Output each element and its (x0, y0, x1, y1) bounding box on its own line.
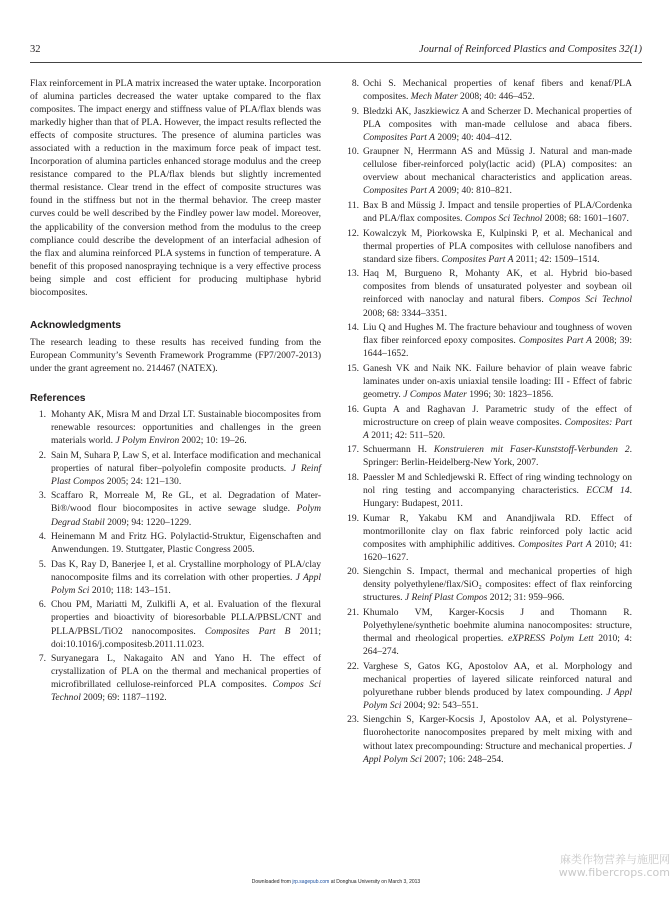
reference-item (30, 408, 321, 447)
reference-number: 1. (38, 409, 46, 421)
journal-title: Journal of Reinforced Plastics and Composites 32(1) (418, 44, 642, 55)
reference-source: eXPRESS Polym Lett (507, 633, 594, 645)
reference-text: Ochi S. Mechanical properties of kenaf fibers and kenaf/PLA composites. (363, 78, 632, 103)
reference-number: 11. (347, 200, 359, 212)
reference-text: Chou PM, Mariatti M, Zulkifli A, et al. Evaluation of the flexural properties and bioactivity of bioresorbable PLLA/PBSL/CNT and PLLA/PBSL/TiO2 nanocomposites. (51, 599, 321, 637)
reference-list-left (30, 408, 321, 704)
acknowledgments-heading: Acknowledgments (30, 319, 121, 331)
right-column (342, 77, 632, 767)
reference-text: Das K, Ray D, Banerjee I, et al. Crystalline morphology of PLA/clay nanocomposite films and its correlation with other properties. (51, 558, 321, 583)
reference-details: 2002; 10: 19–26. (179, 435, 247, 447)
reference-text: Paessler M and Schledjewski R. Effect of ring winding technology on nol ring testing and accompanying characteristics. (363, 471, 632, 496)
reference-source: Composites Part A (363, 131, 435, 143)
reference-details: 2009; 69: 1187–1192. (80, 692, 167, 704)
acknowledgments-text: The research leading to these results has received funding from the European Community’s Seventh Framework Programme (FP7/2007-2013) under the grant agreement no. 214467 (NATEX). (30, 336, 321, 374)
reference-details: 2008; 40: 446–452. (457, 91, 535, 103)
reference-source: Composites Part A (518, 335, 593, 347)
reference-source: Konstruieren mit Faser-Kunststoff-Verbunden 2 (433, 444, 630, 456)
reference-item (342, 512, 632, 564)
reference-number: 20. (347, 566, 359, 578)
header-rule (30, 62, 642, 63)
reference-number: 6. (38, 599, 46, 611)
reference-text: Ganesh VK and Naik NK. Failure behavior of plain weave fabric laminates under on-axis uniaxial tensile loading: III - Effect of fabric geometry. (363, 362, 632, 400)
reference-source: J Appl Polym Sci (363, 740, 632, 765)
reference-text: Bledzki AK, Jaszkiewicz A and Scherzer D. Mechanical properties of PLA composites with man-made cellulose and abaca fibers. (363, 105, 632, 130)
reference-text: Varghese S, Gatos KG, Apostolov AA, et al. Morphology and mechanical properties of layered silicate reinforced natural and polyurethane rubber blends produced by latex compounding. (363, 660, 632, 698)
reference-text: Mohanty AK, Misra M and Drzal LT. Sustainable biocomposites from renewable resources: opportunities and challenges in the green materials world. (51, 409, 321, 447)
reference-number: 8. (351, 78, 359, 89)
reference-item (30, 449, 321, 488)
reference-item (342, 565, 632, 604)
download-footer (0, 879, 672, 885)
running-header (30, 44, 642, 60)
reference-source: J Appl Polym Sci (51, 571, 321, 596)
reference-source: J Appl Polym Sci (363, 686, 632, 711)
reference-source: Composites Part B (204, 625, 291, 637)
reference-text: Khumalo VM, Karger-Kocsis J and Thomann R. Polyethylene/synthetic boehmite alumina nanocomposites: structure, thermal and rheological properties. (363, 606, 632, 645)
reference-text: Graupner N, Herrmann AS and Müssig J. Natural and man-made cellulose fiber-reinforced poly(lactic acid) (PLA) composites: an overview about mechanical characteristics and application areas. (363, 146, 632, 184)
reference-source: Composites Part A (518, 538, 592, 550)
footer-link[interactable]: jrp.sagepub.com (292, 879, 330, 885)
reference-item (342, 77, 632, 103)
reference-source: Compos Sci Technol (548, 294, 633, 306)
reference-item (30, 530, 321, 556)
reference-details: 2010; 41: 1620–1627. (363, 538, 632, 563)
reference-number: 4. (38, 531, 46, 543)
reference-number: 15. (347, 362, 359, 374)
reference-source: Polym Degrad Stabil (51, 503, 321, 528)
reference-item (342, 321, 632, 360)
reference-text: Schuermann H. (363, 444, 434, 456)
reference-details: 2012; 31: 959–966. (487, 592, 565, 604)
reference-source: J Compos Mater (403, 388, 467, 400)
reference-details: 2008; 68: 3344–3351. (363, 307, 448, 319)
reference-item (342, 660, 632, 712)
reference-details: 2008; 39: 1644–1652. (363, 335, 632, 360)
reference-source: Composites: Part A (363, 416, 632, 441)
reference-number: 18. (347, 471, 359, 483)
reference-text: Heinemann M and Fritz HG. Polylactid-Struktur, Eigenschaften and Anwendungen. 19. Stuttgater, Plastic Congress 2005. (51, 531, 321, 556)
references-heading: References (30, 392, 86, 404)
reference-text: Kumar R, Yakabu KM and Anandjiwala RD. Effect of montmorillonite clay on flax fabric reinforced poly lactic acid composites with amphiphilic additives. (363, 512, 632, 550)
reference-text: Kowalczyk M, Piorkowska E, Kulpinski P, et al. Mechanical and thermal properties of PLA composites with cellulose nanofibers and standard size fibers. (363, 227, 632, 265)
reference-source: Compos Sci Technol (464, 213, 543, 225)
reference-text: Siengchin S. Impact, thermal and mechanical properties of high density polyethylene/flax/SiO₂ composites: effect of flax reinforcing structures. (363, 566, 632, 604)
reference-list-right (342, 77, 632, 766)
left-column (30, 77, 321, 706)
reference-details: 1996; 30: 1823–1856. (466, 388, 554, 400)
reference-number: 16. (347, 403, 359, 415)
reference-number: 3. (38, 490, 46, 502)
reference-item (342, 105, 632, 144)
reference-source: Mech Mater (410, 91, 458, 103)
watermark (500, 853, 670, 879)
reference-number: 23. (347, 714, 359, 726)
reference-text: Sain M, Suhara P, Law S, et al. Interface modification and mechanical properties of natural fiber–polyolefin composite products. (51, 449, 321, 474)
reference-text: Haq M, Burgueno R, Mohanty AK, et al. Hybrid bio-based composites from blends of unsaturated polyester and soybean oil reinforced with nanoclay and natural fibers. (363, 268, 632, 306)
reference-item (342, 713, 632, 765)
reference-details: 2008; 68: 1601–1607. (542, 213, 629, 225)
reference-details: . Springer: Berlin-Heidelberg-New York, 2007. (363, 444, 632, 469)
reference-number: 14. (347, 322, 359, 334)
reference-number: 2. (38, 449, 46, 461)
reference-source: Composites Part A (441, 253, 514, 265)
reference-source: J Polym Environ (115, 435, 180, 447)
footer-prefix: Downloaded from (251, 879, 293, 885)
reference-details: 2004; 92: 543–551. (401, 699, 479, 711)
reference-number: 9. (351, 105, 359, 117)
reference-item (30, 489, 321, 528)
reference-item (30, 598, 321, 650)
reference-details: 2005; 24: 121–130. (104, 475, 182, 487)
reference-item (342, 471, 632, 510)
reference-number: 12. (347, 227, 359, 239)
reference-number: 19. (347, 512, 359, 524)
reference-details: 2007; 106: 248–254. (421, 753, 504, 765)
reference-details: 2010; 118: 143–151. (89, 584, 171, 596)
reference-source: Compos Sci Technol (51, 679, 321, 704)
reference-number: 10. (347, 146, 359, 158)
reference-text: Siengchin S, Karger-Kocsis J, Apostolov AA, et al. Polystyrene–fluorohectorite nanocomposites prepared by melt mixing with and without latex precompounding: Structure and mechanical properties. (363, 714, 632, 752)
reference-text: Liu Q and Hughes M. The fracture behaviour and toughness of woven flax fiber reinforced epoxy composites. (363, 322, 632, 347)
reference-source: ECCM 14 (586, 484, 630, 496)
reference-number: 17. (347, 444, 359, 456)
reference-details: 2009; 40: 404–412. (434, 131, 512, 143)
reference-source: J Reinf Plast Compos (51, 462, 321, 487)
reference-source: Composites Part A (363, 185, 435, 197)
reference-details: 2011; 42: 1509–1514. (513, 253, 600, 265)
reference-number: 7. (38, 653, 46, 665)
reference-text: Bax B and Müssig J. Impact and tensile properties of PLA/Cordenka and PLA/flax composites. (363, 200, 632, 225)
reference-details: 2009; 40: 810–821. (434, 185, 512, 197)
reference-number: 21. (347, 606, 359, 618)
page-number: 32 (30, 44, 41, 55)
reference-text: Suryanegara L, Nakagaito AN and Yano H. The effect of crystallization of PLA on the thermal and mechanical properties of microfibrillated cellulose-reinforced PLA composites. (51, 653, 321, 691)
reference-item (342, 199, 632, 225)
reference-number: 13. (347, 268, 359, 280)
reference-details: 2009; 94: 1220–1229. (104, 516, 192, 528)
reference-item (342, 362, 632, 401)
reference-number: 22. (347, 660, 359, 672)
reference-item (342, 267, 632, 319)
reference-item (342, 443, 632, 469)
reference-item (342, 403, 632, 442)
reference-text: Scaffaro R, Morreale M, Re GL, et al. Degradation of Mater-Bi®/wood flour biocomposites in active sewage sludge. (51, 490, 321, 515)
reference-source: J Reinf Plast Compos (404, 592, 488, 604)
watermark-chinese: 麻类作物营养与施肥网 (560, 853, 670, 866)
reference-number: 5. (38, 558, 46, 570)
reference-details: . Hungary: Budapest, 2011. (363, 484, 632, 509)
watermark-url: www.fibercrops.com (558, 866, 670, 879)
reference-item (342, 606, 632, 658)
conclusion-paragraph: Flax reinforcement in PLA matrix increased the water uptake. Incorporation of alumina particles decreased the water uptake compared to the flax composites. The impact energy and stiffness value of PLA/flax blends was markedly higher than that of PLA. However, the impact results reflected the effects of composite structures. The presence of alumina particles was associated with a reduction in the maximum force peak of impact test. Incorporation of alumina particles enhanced storage modulus and the creep resistance compared to the PLA/flax blends but slightly incremented thermal resistance. Clear trend in the effect of composite structures was found in the stiffness but not in the thermal behavior. The creep master curves could be well described by the Findley power law model. Moreover, the applicability of the conversion method from the modulus to the creep compliance could describe the development of an interfacial adhesion of the flax and alumina reinforced PLA systems in function of temperature. A benefit of this proposed nanospraying technique is a very effective process being simple and cost efficient for producing multiphase hybrid biocomposites. (30, 78, 321, 298)
reference-details: 2011; 42: 511–520. (368, 429, 446, 441)
reference-item (342, 227, 632, 266)
reference-text: Gupta A and Raghavan J. Parametric study of the effect of microstructure on creep of plain weave composites. (363, 403, 632, 428)
reference-details: 2010; 4: 264–274. (363, 633, 632, 658)
reference-item (342, 145, 632, 197)
footer-suffix: at Donghua University on March 3, 2013 (329, 879, 421, 885)
reference-item (30, 652, 321, 704)
reference-item (30, 558, 321, 597)
reference-details: 2011; doi:10.1016/j.compositesb.2011.11.023. (51, 625, 321, 650)
